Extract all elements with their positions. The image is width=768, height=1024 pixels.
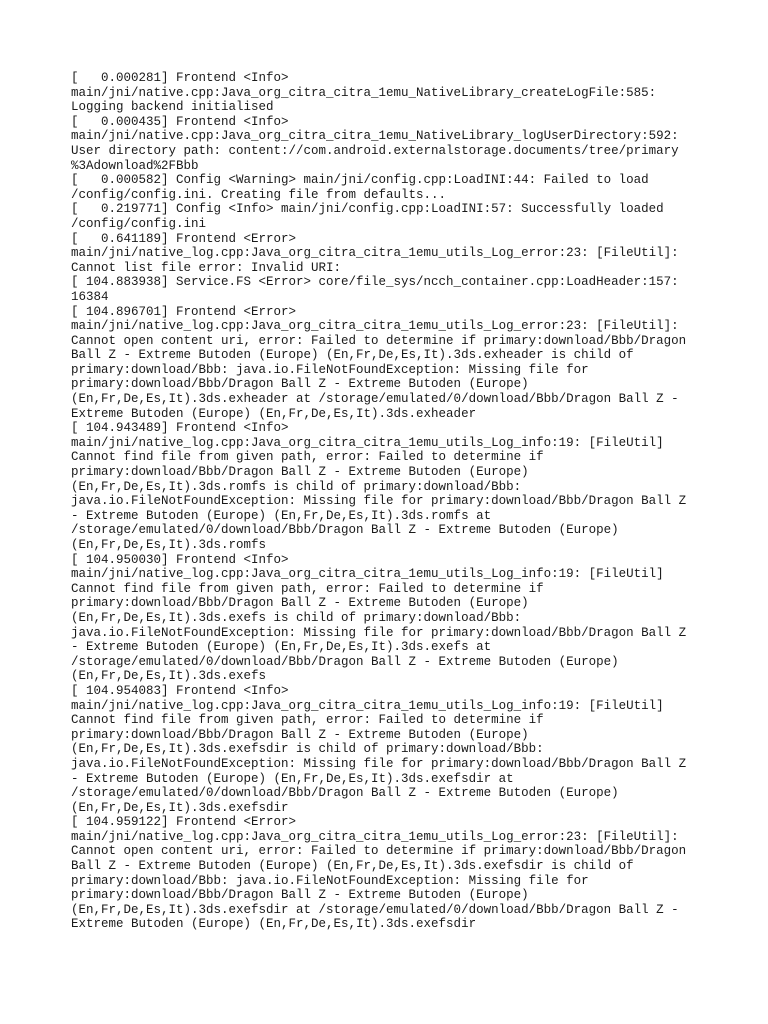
log-line: main/jni/native_log.cpp:Java_org_citra_citra_1emu_utils_Log_info:19: [FileUtil]: [71, 435, 664, 450]
log-line: primary:download/Bbb: java.io.FileNotFoundException: Missing file for: [71, 362, 589, 377]
log-line: (En,Fr,De,Es,It).3ds.romfs is child of primary:download/Bbb:: [71, 479, 522, 494]
log-line: Logging backend initialised: [71, 100, 274, 115]
log-line: primary:download/Bbb/Dragon Ball Z - Extreme Butoden (Europe): [71, 377, 529, 392]
log-line: [ 0.000582] Config <Warning> main/jni/config.cpp:LoadINI:44: Failed to load: [71, 173, 649, 188]
log-line: Extreme Butoden (Europe) (En,Fr,De,Es,It).3ds.exheader: [71, 406, 477, 421]
log-line: main/jni/native_log.cpp:Java_org_citra_citra_1emu_utils_Log_error:23: [FileUtil]:: [71, 246, 679, 261]
log-line: /storage/emulated/0/download/Bbb/Dragon Ball Z - Extreme Butoden (Europe): [71, 523, 619, 538]
log-line: Cannot find file from given path, error: Failed to determine if: [71, 713, 544, 728]
log-line: (En,Fr,De,Es,It).3ds.exheader at /storage/emulated/0/download/Bbb/Dragon Ball Z -: [71, 392, 679, 407]
log-line: /storage/emulated/0/download/Bbb/Dragon Ball Z - Extreme Butoden (Europe): [71, 786, 619, 801]
log-line: [ 0.000281] Frontend <Info>: [71, 71, 289, 85]
log-line: main/jni/native_log.cpp:Java_org_citra_citra_1emu_utils_Log_error:23: [FileUtil]:: [71, 829, 679, 844]
log-line: /storage/emulated/0/download/Bbb/Dragon Ball Z - Extreme Butoden (Europe): [71, 654, 619, 669]
log-line: User directory path: content://com.android.externalstorage.documents/tree/primary: [71, 143, 679, 158]
log-line: main/jni/native_log.cpp:Java_org_citra_citra_1emu_utils_Log_info:19: [FileUtil]: [71, 567, 664, 582]
log-line: - Extreme Butoden (Europe) (En,Fr,De,Es,It).3ds.exefsdir at: [71, 771, 514, 786]
log-line: - Extreme Butoden (Europe) (En,Fr,De,Es,It).3ds.romfs at: [71, 508, 492, 523]
log-line: [ 104.959122] Frontend <Error>: [71, 815, 297, 830]
log-line: primary:download/Bbb/Dragon Ball Z - Extreme Butoden (Europe): [71, 596, 529, 611]
log-line: primary:download/Bbb: java.io.FileNotFoundException: Missing file for: [71, 873, 589, 888]
log-line: [ 104.943489] Frontend <Info>: [71, 421, 289, 436]
log-line: main/jni/native_log.cpp:Java_org_citra_citra_1emu_utils_Log_error:23: [FileUtil]:: [71, 319, 679, 334]
log-line: [ 104.883938] Service.FS <Error> core/file_sys/ncch_container.cpp:LoadHeader:157:: [71, 275, 679, 290]
log-line: (En,Fr,De,Es,It).3ds.exefsdir is child of primary:download/Bbb:: [71, 742, 544, 757]
log-line: Cannot open content uri, error: Failed to determine if primary:download/Bbb/Dragon: [71, 333, 687, 348]
log-line: main/jni/native.cpp:Java_org_citra_citra_1emu_NativeLibrary_createLogFile:585:: [71, 85, 657, 100]
log-line: java.io.FileNotFoundException: Missing file for primary:download/Bbb/Dragon Ball Z: [71, 494, 687, 509]
log-line: main/jni/native.cpp:Java_org_citra_citra_1emu_NativeLibrary_logUserDirectory:592:: [71, 129, 679, 144]
log-line: /config/config.ini: [71, 216, 207, 231]
log-line: [ 0.641189] Frontend <Error>: [71, 231, 297, 246]
log-line: [ 0.000435] Frontend <Info>: [71, 114, 289, 129]
log-line: [ 0.219771] Config <Info> main/jni/config.cpp:LoadINI:57: Successfully loaded: [71, 202, 664, 217]
log-line: [ 104.950030] Frontend <Info>: [71, 552, 289, 567]
log-viewer: [71, 71, 711, 932]
log-line: Cannot list file error: Invalid URI:: [71, 260, 342, 275]
log-line: Extreme Butoden (Europe) (En,Fr,De,Es,It).3ds.exefsdir: [71, 917, 477, 932]
log-line: Cannot find file from given path, error: Failed to determine if: [71, 450, 544, 465]
log-line: (En,Fr,De,Es,It).3ds.exefsdir at /storage/emulated/0/download/Bbb/Dragon Ball Z -: [71, 902, 679, 917]
log-line: /config/config.ini. Creating file from defaults...: [71, 187, 447, 202]
log-line: [ 104.954083] Frontend <Info>: [71, 683, 289, 698]
log-line: Ball Z - Extreme Butoden (Europe) (En,Fr,De,Es,It).3ds.exefsdir is child of: [71, 859, 634, 874]
log-line: java.io.FileNotFoundException: Missing file for primary:download/Bbb/Dragon Ball Z: [71, 756, 687, 771]
log-line: primary:download/Bbb/Dragon Ball Z - Extreme Butoden (Europe): [71, 727, 529, 742]
log-line: [ 104.896701] Frontend <Error>: [71, 304, 297, 319]
log-line: primary:download/Bbb/Dragon Ball Z - Extreme Butoden (Europe): [71, 888, 529, 903]
log-line: 16384: [71, 289, 109, 304]
log-line: - Extreme Butoden (Europe) (En,Fr,De,Es,It).3ds.exefs at: [71, 640, 492, 655]
log-line: Cannot find file from given path, error: Failed to determine if: [71, 581, 544, 596]
log-line: Cannot open content uri, error: Failed to determine if primary:download/Bbb/Dragon: [71, 844, 687, 859]
log-line: (En,Fr,De,Es,It).3ds.exefs is child of primary:download/Bbb:: [71, 610, 522, 625]
log-line: Ball Z - Extreme Butoden (Europe) (En,Fr,De,Es,It).3ds.exheader is child of: [71, 348, 634, 363]
log-line: primary:download/Bbb/Dragon Ball Z - Extreme Butoden (Europe): [71, 465, 529, 480]
log-line: (En,Fr,De,Es,It).3ds.exefs: [71, 669, 267, 684]
log-line: (En,Fr,De,Es,It).3ds.romfs: [71, 538, 267, 552]
log-line: %3Adownload%2FBbb: [71, 158, 199, 173]
log-line: java.io.FileNotFoundException: Missing file for primary:download/Bbb/Dragon Ball Z: [71, 625, 687, 640]
log-line: (En,Fr,De,Es,It).3ds.exefsdir: [71, 800, 289, 815]
log-line: main/jni/native_log.cpp:Java_org_citra_citra_1emu_utils_Log_info:19: [FileUtil]: [71, 698, 664, 713]
